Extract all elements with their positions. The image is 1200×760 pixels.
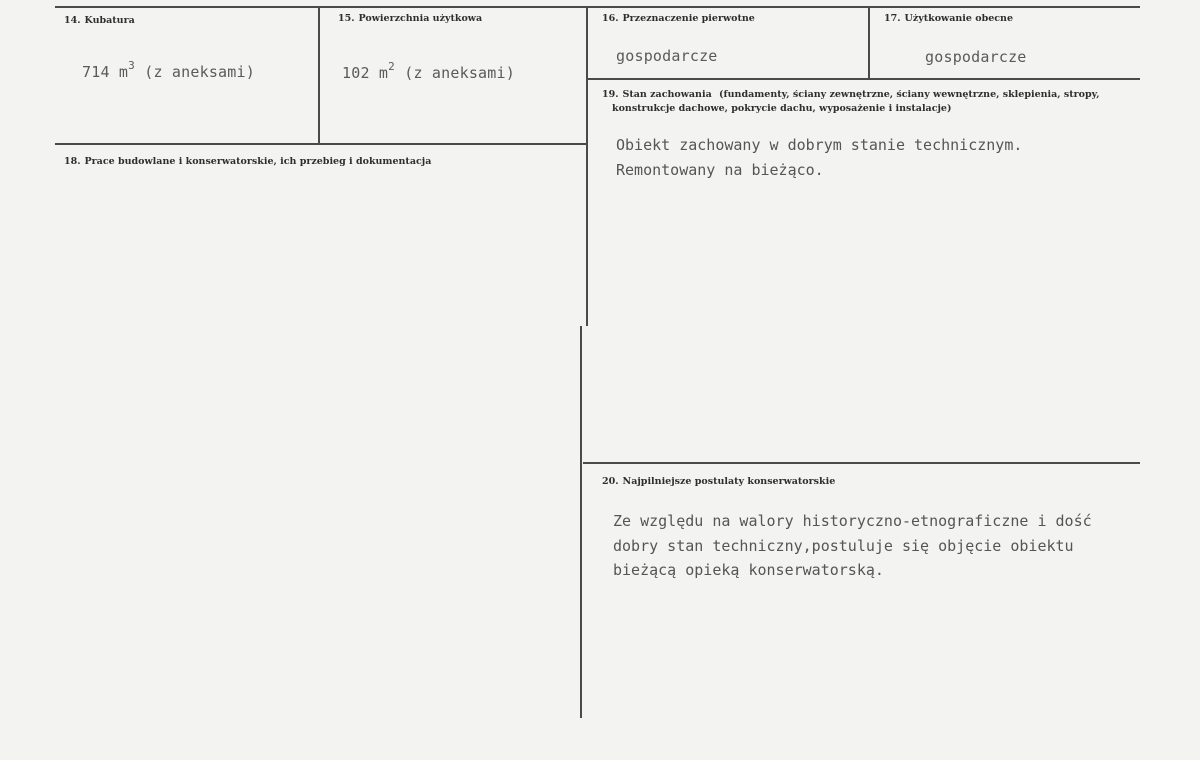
field-16-value: gospodarcze xyxy=(616,47,718,65)
rule-below-16-17 xyxy=(588,78,1140,80)
field-19-number: 19. xyxy=(602,89,619,100)
top-rule xyxy=(55,6,1140,8)
field-14-title: Kubatura xyxy=(84,15,135,26)
field-19-line: Obiekt zachowany w dobrym stanie technicznym. xyxy=(616,136,1023,154)
field-15-value-exponent: 2 xyxy=(388,60,395,73)
field-17-label xyxy=(884,13,1013,25)
field-16-number: 16. xyxy=(602,13,619,24)
divider-14-15 xyxy=(318,6,320,144)
field-19-label-cont: konstrukcje dachowe, pokrycie dachu, wyposażenie i instalacje) xyxy=(612,103,952,114)
field-14-value xyxy=(82,61,255,81)
field-15-number: 15. xyxy=(338,13,355,24)
field-15-value-main: 102 m xyxy=(342,64,389,82)
field-20-number: 20. xyxy=(602,476,619,487)
field-14-value-suffix: (z aneksami) xyxy=(134,63,255,81)
field-20-text xyxy=(613,509,1092,583)
field-20-label xyxy=(602,476,835,488)
rule-above-20 xyxy=(583,462,1140,464)
field-14-number: 14. xyxy=(64,15,81,26)
field-15-value xyxy=(342,62,515,82)
field-17-number: 17. xyxy=(884,13,901,24)
field-15-value-suffix: (z aneksami) xyxy=(394,64,515,82)
field-20-line: Ze względu na walory historyczno-etnograficzne i dość xyxy=(613,512,1092,530)
field-20-line: bieżącą opieką konserwatorską. xyxy=(613,561,884,579)
divider-16-17 xyxy=(868,6,870,79)
field-19-title: Stan zachowania xyxy=(622,89,712,100)
field-18-title: Prace budowlane i konserwatorskie, ich przebieg i dokumentacja xyxy=(84,156,432,167)
field-17-title: Użytkowanie obecne xyxy=(904,13,1013,24)
field-18-label xyxy=(64,156,431,168)
field-19-detail-1: (fundamenty, ściany zewnętrzne, ściany wewnętrzne, sklepienia, stropy, xyxy=(719,89,1100,100)
field-16-title: Przeznaczenie pierwotne xyxy=(622,13,755,24)
field-20-line: dobry stan techniczny,postuluje się objęcie obiektu xyxy=(613,536,1074,555)
field-14-value-exponent: 3 xyxy=(128,59,135,72)
field-19-text xyxy=(616,133,1022,182)
field-16-label xyxy=(602,13,755,25)
field-17-value: gospodarcze xyxy=(925,48,1027,66)
field-15-title: Powierzchnia użytkowa xyxy=(358,13,483,24)
field-18-number: 18. xyxy=(64,156,81,167)
field-20-title: Najpilniejsze postulaty konserwatorskie xyxy=(622,476,836,487)
field-14-value-main: 714 m xyxy=(82,63,129,81)
rule-below-14-15 xyxy=(55,143,588,145)
field-15-label xyxy=(338,13,482,25)
field-19-label xyxy=(602,89,1100,101)
field-14-label xyxy=(64,15,135,27)
divider-main-lower xyxy=(580,326,582,718)
divider-main xyxy=(586,6,588,326)
field-19-line: Remontowany na bieżąco. xyxy=(616,160,824,179)
